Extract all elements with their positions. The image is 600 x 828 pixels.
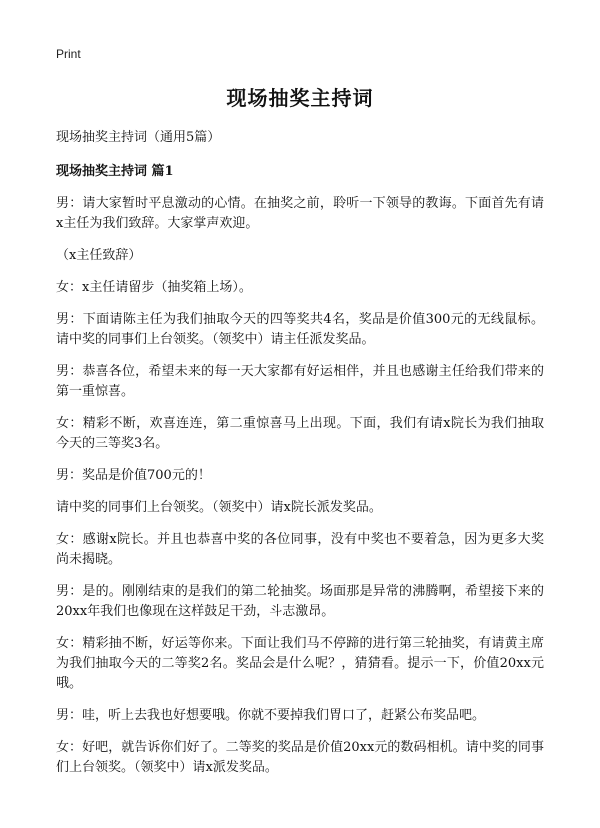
document-subtitle: 现场抽奖主持词（通用5篇） <box>56 130 221 145</box>
document-title: 现场抽奖主持词 <box>226 86 374 110</box>
paragraph-6: 女：精彩不断，欢喜连连，第二重惊喜马上出现。下面，我们有请x院长为我们抽取今天的三等奖3名。 <box>56 416 544 451</box>
paragraph-3: 女：x主任请留步（抽奖箱上场）。 <box>56 280 252 295</box>
paragraph-7: 男：奖品是价值700元的！ <box>56 468 211 483</box>
paragraph-10: 男：是的。刚刚结束的是我们的第二轮抽奖。场面那是异常的沸腾啊，希望接下来的20xx年我们也像现在这样鼓足干劲，斗志激昂。 <box>56 584 544 619</box>
paragraph-12: 男：哇，听上去我也好想要哦。你就不要掉我们胃口了，赶紧公布奖品吧。 <box>56 708 486 723</box>
paragraph-2: （x主任致辞） <box>56 248 142 263</box>
paragraph-13: 女：好吧，就告诉你们好了。二等奖的奖品是价值20xx元的数码相机。请中奖的同事们上台领奖。（领奖中）请x派发奖品。 <box>56 740 544 775</box>
paragraph-9: 女：感谢x院长。并且也恭喜中奖的各位同事，没有中奖也不要着急，因为更多大奖尚未揭晓。 <box>56 532 544 567</box>
print-label: Print <box>56 47 81 61</box>
paragraph-11: 女：精彩抽不断，好运等你来。下面让我们马不停蹄的进行第三轮抽奖，有请黄主席为我们抽取今天的二等奖2名。奖品会是什么呢？，猜猜看。提示一下，价值20xx元哦。 <box>56 636 544 691</box>
paragraph-8: 请中奖的同事们上台领奖。（领奖中）请x院长派发奖品。 <box>56 500 382 515</box>
paragraph-list <box>56 194 544 778</box>
paragraph-5: 男：恭喜各位，希望未来的每一天大家都有好运相伴，并且也感谢主任给我们带来的第一重惊喜。 <box>56 364 544 399</box>
section-heading: 现场抽奖主持词 篇1 <box>56 164 174 179</box>
paragraph-4: 男：下面请陈主任为我们抽取今天的四等奖共4名，奖品是价值300元的无线鼠标。请中奖的同事们上台领奖。（领奖中）请主任派发奖品。 <box>56 312 544 347</box>
paragraph-1: 男：请大家暂时平息激动的心情。在抽奖之前，聆听一下领导的教诲。下面首先有请x主任为我们致辞。大家掌声欢迎。 <box>56 196 544 231</box>
